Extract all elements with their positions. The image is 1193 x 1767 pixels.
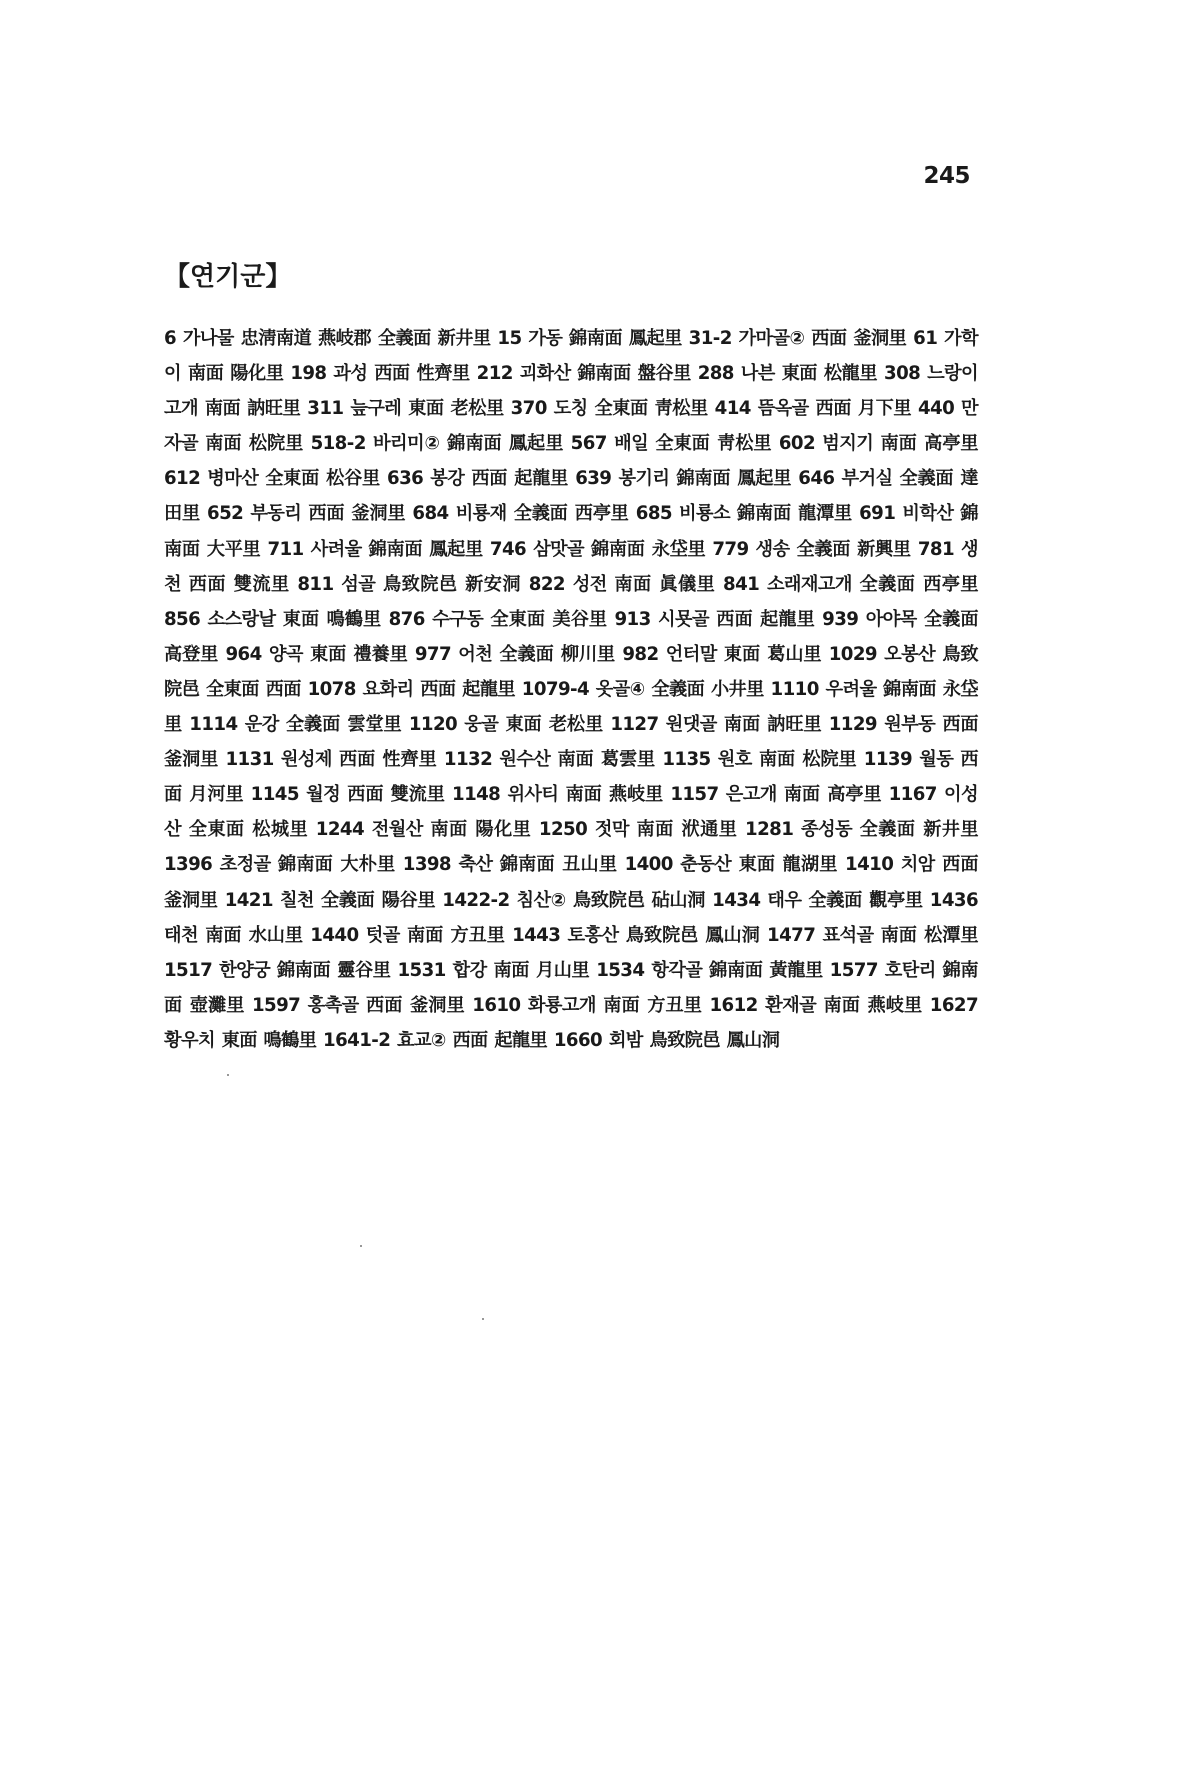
section-heading: 【연기군】 [164, 262, 292, 292]
scan-speck [360, 1245, 362, 1247]
place-name-index-text: 6 가나물 忠淸南道 燕岐郡 全義面 新井里 15 가동 錦南面 鳳起里 31-2 가마골② 西面 釜洞里 61 가학이 南面 陽化里 198 과성 西面 性齊里 212 괴화산 錦南面 盤谷里 288 나븐 東面 松龍里 308 느랑이고개 南面 訥旺里 311 늪구레 東面 老松里 370 도칭 全東面 靑松里 414 뜸옥골 西面 月下里 440 만자골 南面 松院里 518-2 바리미② 錦南面 鳳起里 567 배일 全東面 靑松里 602 범지기 南面 高亭里 612 병마산 全東面 松谷里 636 봉강 西面 起龍里 639 봉기리 錦南面 鳳起里 646 부거실 全義面 達田里 652 부동리 西面 釜洞里 684 비룡재 全義面 西亭里 685 비룡소 錦南面 龍潭里 691 비학산 錦南面 大平里 711 사려울 錦南面 鳳起里 746 삼맛골 錦南面 永垈里 779 생송 全義面 新興里 781 생천 西面 雙流里 811 섬골 鳥致院邑 新安洞 822 성전 南面 眞儀里 841 소래재고개 全義面 西亭里 856 소스랑날 東面 鳴鶴里 876 수구동 全東面 美谷里 913 시묫골 西面 起龍里 939 아야목 全義面 高登里 964 양곡 東面 禮養里 977 어천 全義面 柳川里 982 언터말 東面 葛山里 1029 오봉산 鳥致院邑 全東面 西面 1078 요화리 西面 起龍里 1079-4 옷골④ 全義面 小井里 1110 우려울 錦南面 永垈里 1114 운강 全義面 雲堂里 1120 웅골 東面 老松里 1127 원댓골 南面 訥旺里 1129 원부동 西面 釜洞里 1131 원성제 西面 性齊里 1132 원수산 南面 葛雲里 1135 원호 南面 松院里 1139 월동 西面 月河里 1145 월정 西面 雙流里 1148 위사티 南面 燕岐里 1157 은고개 南面 高亭里 1167 이성산 全東面 松城里 1244 전월산 南面 陽化里 1250 젓막 南面 洑通里 1281 종성동 全義面 新井里 1396 초정골 錦南面 大朴里 1398 축산 錦南面 丑山里 1400 춘동산 東面 龍湖里 1410 치암 西面 釜洞里 1421 칠천 全義面 陽谷里 1422-2 침산② 鳥致院邑 砧山洞 1434 태우 全義面 觀亭里 1436 태천 南面 水山里 1440 텃골 南面 方丑里 1443 토홍산 鳥致院邑 鳳山洞 1477 표석골 南面 松潭里 1517 한양궁 錦南面 靈谷里 1531 합강 南面 月山里 1534 항각골 錦南面 黃龍里 1577 호탄리 錦南面 壺灘里 1597 홍촉골 西面 釜洞里 1610 화룡고개 南面 方丑里 1612 환재골 南面 燕岐里 1627 황우치 東面 鳴鶴里 1641-2 효교② 西面 起龍里 1660 회밤 鳥致院邑 鳳山洞 [164, 328, 978, 1051]
scan-speck [482, 1318, 484, 1320]
page-number: 245 [923, 163, 970, 189]
scan-speck [227, 1074, 229, 1076]
